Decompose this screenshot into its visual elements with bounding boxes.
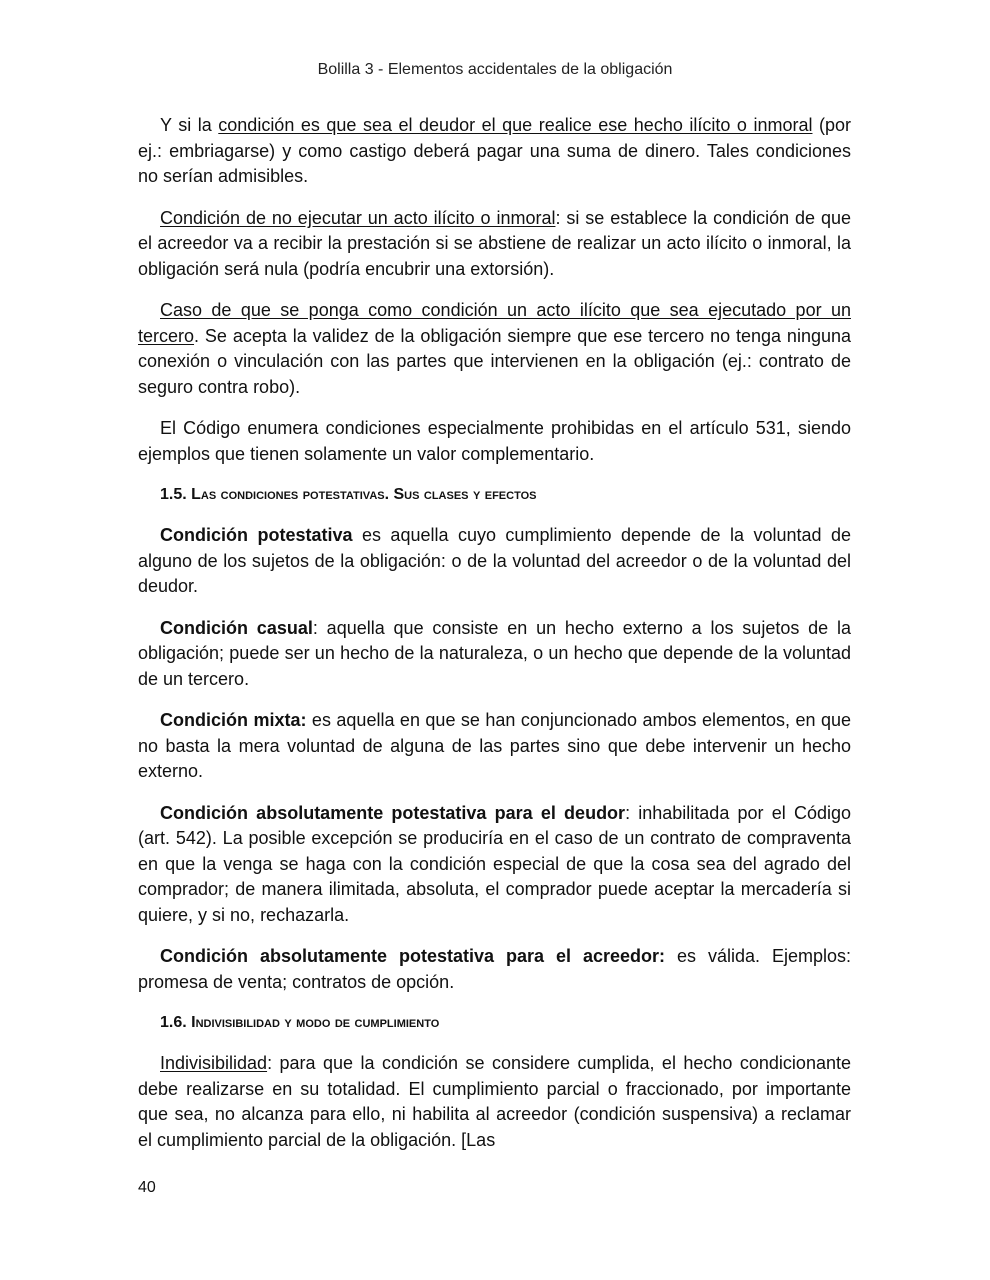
paragraph-no-illicit-act: Condición de no ejecutar un acto ilícito o inmoral: si se establece la condición de que el acreedor va a recibir la prestación si se abstiene de realizar un acto ilícito o inmoral, la obligación será nula (podría encubrir una extorsión). xyxy=(138,207,851,279)
page-number: 40 xyxy=(138,1179,156,1196)
underlined-phrase: Condición de no ejecutar un acto ilícito o inmoral xyxy=(160,207,556,228)
underlined-phrase: Caso de que se ponga como condición un acto ilícito que sea ejecutado por un tercero xyxy=(138,300,851,346)
paragraph-indivisibilidad: Indivisibilidad: para que la condición se considere cumplida, el hecho condicionante debe realizarse en su totalidad. El cumplimiento parcial o fraccionado, por importante que sea, no alcanza para ello, ni habilita al acreedor (condición suspensiva) a reclamar el cumplimiento parcial de la obligación. [Las xyxy=(138,1053,851,1150)
section-heading-1-6 xyxy=(160,1011,851,1035)
underlined-phrase: condición es que sea el deudor el que realice ese hecho ilícito o inmoral xyxy=(218,115,813,135)
section-number: 1.6. xyxy=(160,1014,187,1031)
section-number: 1.5. xyxy=(160,486,187,503)
term: Condición mixta: xyxy=(160,710,307,730)
term: Condición absolutamente potestativa para el deudor xyxy=(160,802,626,823)
section-title: Indivisibilidad y modo de cumplimiento xyxy=(191,1014,440,1031)
paragraph-potestativa-deudor: Condición absolutamente potestativa para el deudor: inhabilitada por el Código (art. 542). La posible excepción se produciría en el caso de un contrato de compraventa en que la venga se haga con la condición especial de que la cosa sea del agrado del comprador; de manera ilimitada, absoluta, el comprador puede aceptar la mercadería si quiere, y si no, rechazarla. xyxy=(138,802,851,925)
paragraph-illicit-debtor-condition: Y si la condición es que sea el deudor el que realice ese hecho ilícito o inmoral (por ej.: embriagarse) y como castigo deberá pagar una suma de dinero. Tales condiciones no serían admisibles. xyxy=(138,115,852,186)
term: Condición casual xyxy=(160,617,313,638)
term: Condición potestativa xyxy=(160,525,353,545)
paragraph-third-party-act: Caso de que se ponga como condición un acto ilícito que sea ejecutado por un tercero. Se acepta la validez de la obligación siempre que ese tercero no tenga ninguna conexión o vinculación con las partes que intervienen en la obligación (ej.: contrato de seguro contra robo). xyxy=(138,300,851,397)
section-heading-1-5 xyxy=(160,483,851,507)
paragraph-code-article-531: El Código enumera condiciones especialmente prohibidas en el artículo 531, siendo ejemplos que tienen solamente un valor complementario. xyxy=(138,418,851,464)
paragraph-condicion-potestativa: Condición potestativa es aquella cuyo cumplimiento depende de la voluntad de alguno de los sujetos de la obligación: o de la voluntad del acreedor o de la voluntad del deudor. xyxy=(138,525,851,596)
page-body xyxy=(138,113,851,1169)
term: Condición absolutamente potestativa para el acreedor: xyxy=(160,946,665,966)
section-title: Las condiciones potestativas. Sus clases y efectos xyxy=(191,486,537,503)
paragraph-condicion-mixta: Condición mixta: es aquella en que se han conjuncionado ambos elementos, en que no basta la mera voluntad de alguna de las partes sino que debe intervenir un hecho externo. xyxy=(138,710,851,781)
paragraph-potestativa-acreedor: Condición absolutamente potestativa para el acreedor: es válida. Ejemplos: promesa de venta; contratos de opción. xyxy=(138,946,851,992)
underlined-phrase: Indivisibilidad xyxy=(160,1053,268,1073)
paragraph-condicion-casual: Condición casual: aquella que consiste en un hecho externo a los sujetos de la obligación; puede ser un hecho de la naturaleza, o un hecho que depende de la voluntad de un tercero. xyxy=(138,617,852,689)
running-header: Bolilla 3 - Elementos accidentales de la obligación xyxy=(317,61,673,78)
